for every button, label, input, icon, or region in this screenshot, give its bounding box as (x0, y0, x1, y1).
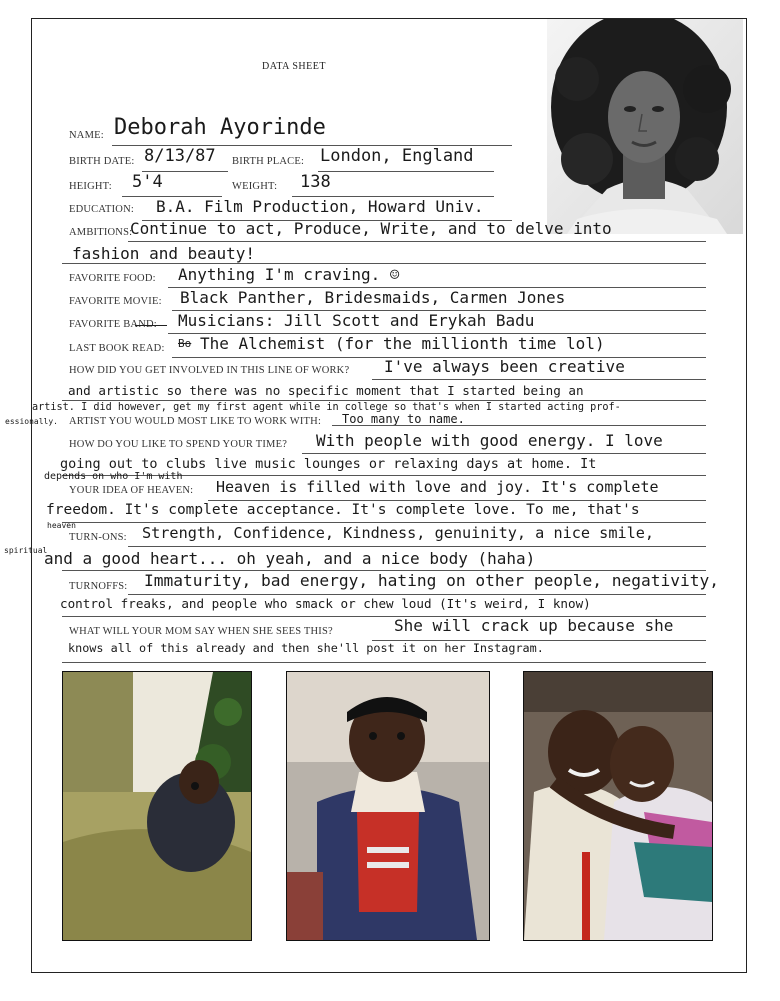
ambitions-value-line-1: Continue to act, Produce, Write, and to delve into (130, 219, 612, 238)
turn-ons-line-2: and a good heart... oh yeah, and a nice body (haha) (44, 549, 536, 568)
name-value: Deborah Ayorinde (114, 115, 326, 140)
turnoffs-label: TURNOFFS: (69, 581, 128, 592)
favorite-movie-value: Black Panther, Bridesmaids, Carmen Jones (180, 288, 566, 307)
mom-line-1: She will crack up because she (394, 616, 674, 635)
height-value: 5'4 (132, 172, 163, 192)
education-value: B.A. Film Production, Howard Univ. (156, 197, 484, 216)
weight-label: WEIGHT: (232, 181, 278, 192)
birth-place-value: London, England (320, 146, 474, 166)
birth-date-value: 8/13/87 (144, 146, 216, 166)
data-sheet (4, 18, 747, 973)
favorite-food-label: FAVORITE FOOD: (69, 273, 156, 284)
headshot-photo (547, 19, 743, 234)
how-involved-line-1: I've always been creative (384, 357, 625, 376)
childhood-photo-2 (286, 671, 490, 941)
sheet-title: DATA SHEET (262, 61, 326, 72)
name-label: NAME: (69, 130, 104, 141)
birth-place-label: BIRTH PLACE: (232, 156, 305, 167)
ambitions-label: AMBITIONS: (69, 227, 133, 238)
turn-ons-line-1: Strength, Confidence, Kindness, genuinity, a nice smile, (142, 524, 655, 542)
height-label: HEIGHT: (69, 181, 112, 192)
favorite-band-value: Musicians: Jill Scott and Erykah Badu (178, 311, 535, 330)
heaven-line-1: Heaven is filled with love and joy. It's complete (216, 478, 659, 496)
turn-ons-line-3: spiritual (4, 546, 48, 555)
turnoffs-line-1: Immaturity, bad energy, hating on other people, negativity, (144, 571, 719, 590)
how-involved-line-3: artist. I did however, get my first agent while in college so that's when I started acting prof- (32, 402, 621, 413)
artist-work-with-value: Too many to name. (342, 412, 465, 426)
how-involved-label: HOW DID YOU GET INVOLVED IN THIS LINE OF WORK? (69, 365, 350, 376)
spend-time-label: HOW DO YOU LIKE TO SPEND YOUR TIME? (69, 439, 288, 450)
artist-work-with-label: ARTIST YOU WOULD MOST LIKE TO WORK WITH: (69, 416, 322, 427)
last-book-label: LAST BOOK READ: (69, 343, 165, 354)
spend-time-line-3: depends on who I'm with (44, 471, 183, 482)
last-book-value: The Alchemist (for the millionth time lol) (200, 334, 605, 353)
education-label: EDUCATION: (69, 204, 134, 215)
how-involved-line-2: and artistic so there was no specific moment that I started being an (68, 383, 584, 398)
favorite-movie-label: FAVORITE MOVIE: (69, 296, 162, 307)
favorite-food-value: Anything I'm craving. ☺ (178, 265, 400, 284)
spend-time-line-2: going out to clubs live music lounges or relaxing days at home. It (60, 456, 597, 472)
turn-ons-label: TURN-ONS: (69, 532, 127, 543)
favorite-band-label: FAVORITE BAND: (69, 319, 157, 330)
mom-line-2: knows all of this already and then she'll post it on her Instagram. (68, 641, 544, 655)
ambitions-value-line-2: fashion and beauty! (72, 244, 256, 263)
how-involved-line-4: essionally. (5, 417, 58, 426)
heaven-label: YOUR IDEA OF HEAVEN: (69, 485, 194, 496)
spend-time-line-1: With people with good energy. I love (316, 431, 663, 450)
birth-date-label: BIRTH DATE: (69, 156, 135, 167)
heaven-line-3: heaven (47, 521, 76, 530)
last-book-scribble: Bo (178, 337, 192, 350)
mom-label: WHAT WILL YOUR MOM SAY WHEN SHE SEES THIS? (69, 626, 333, 637)
childhood-photo-1 (62, 671, 252, 941)
weight-value: 138 (300, 172, 331, 192)
turnoffs-line-2: control freaks, and people who smack or chew loud (It's weird, I know) (60, 596, 591, 611)
heaven-line-2: freedom. It's complete acceptance. It's complete love. To me, that's (46, 502, 640, 518)
childhood-photo-3 (523, 671, 713, 941)
